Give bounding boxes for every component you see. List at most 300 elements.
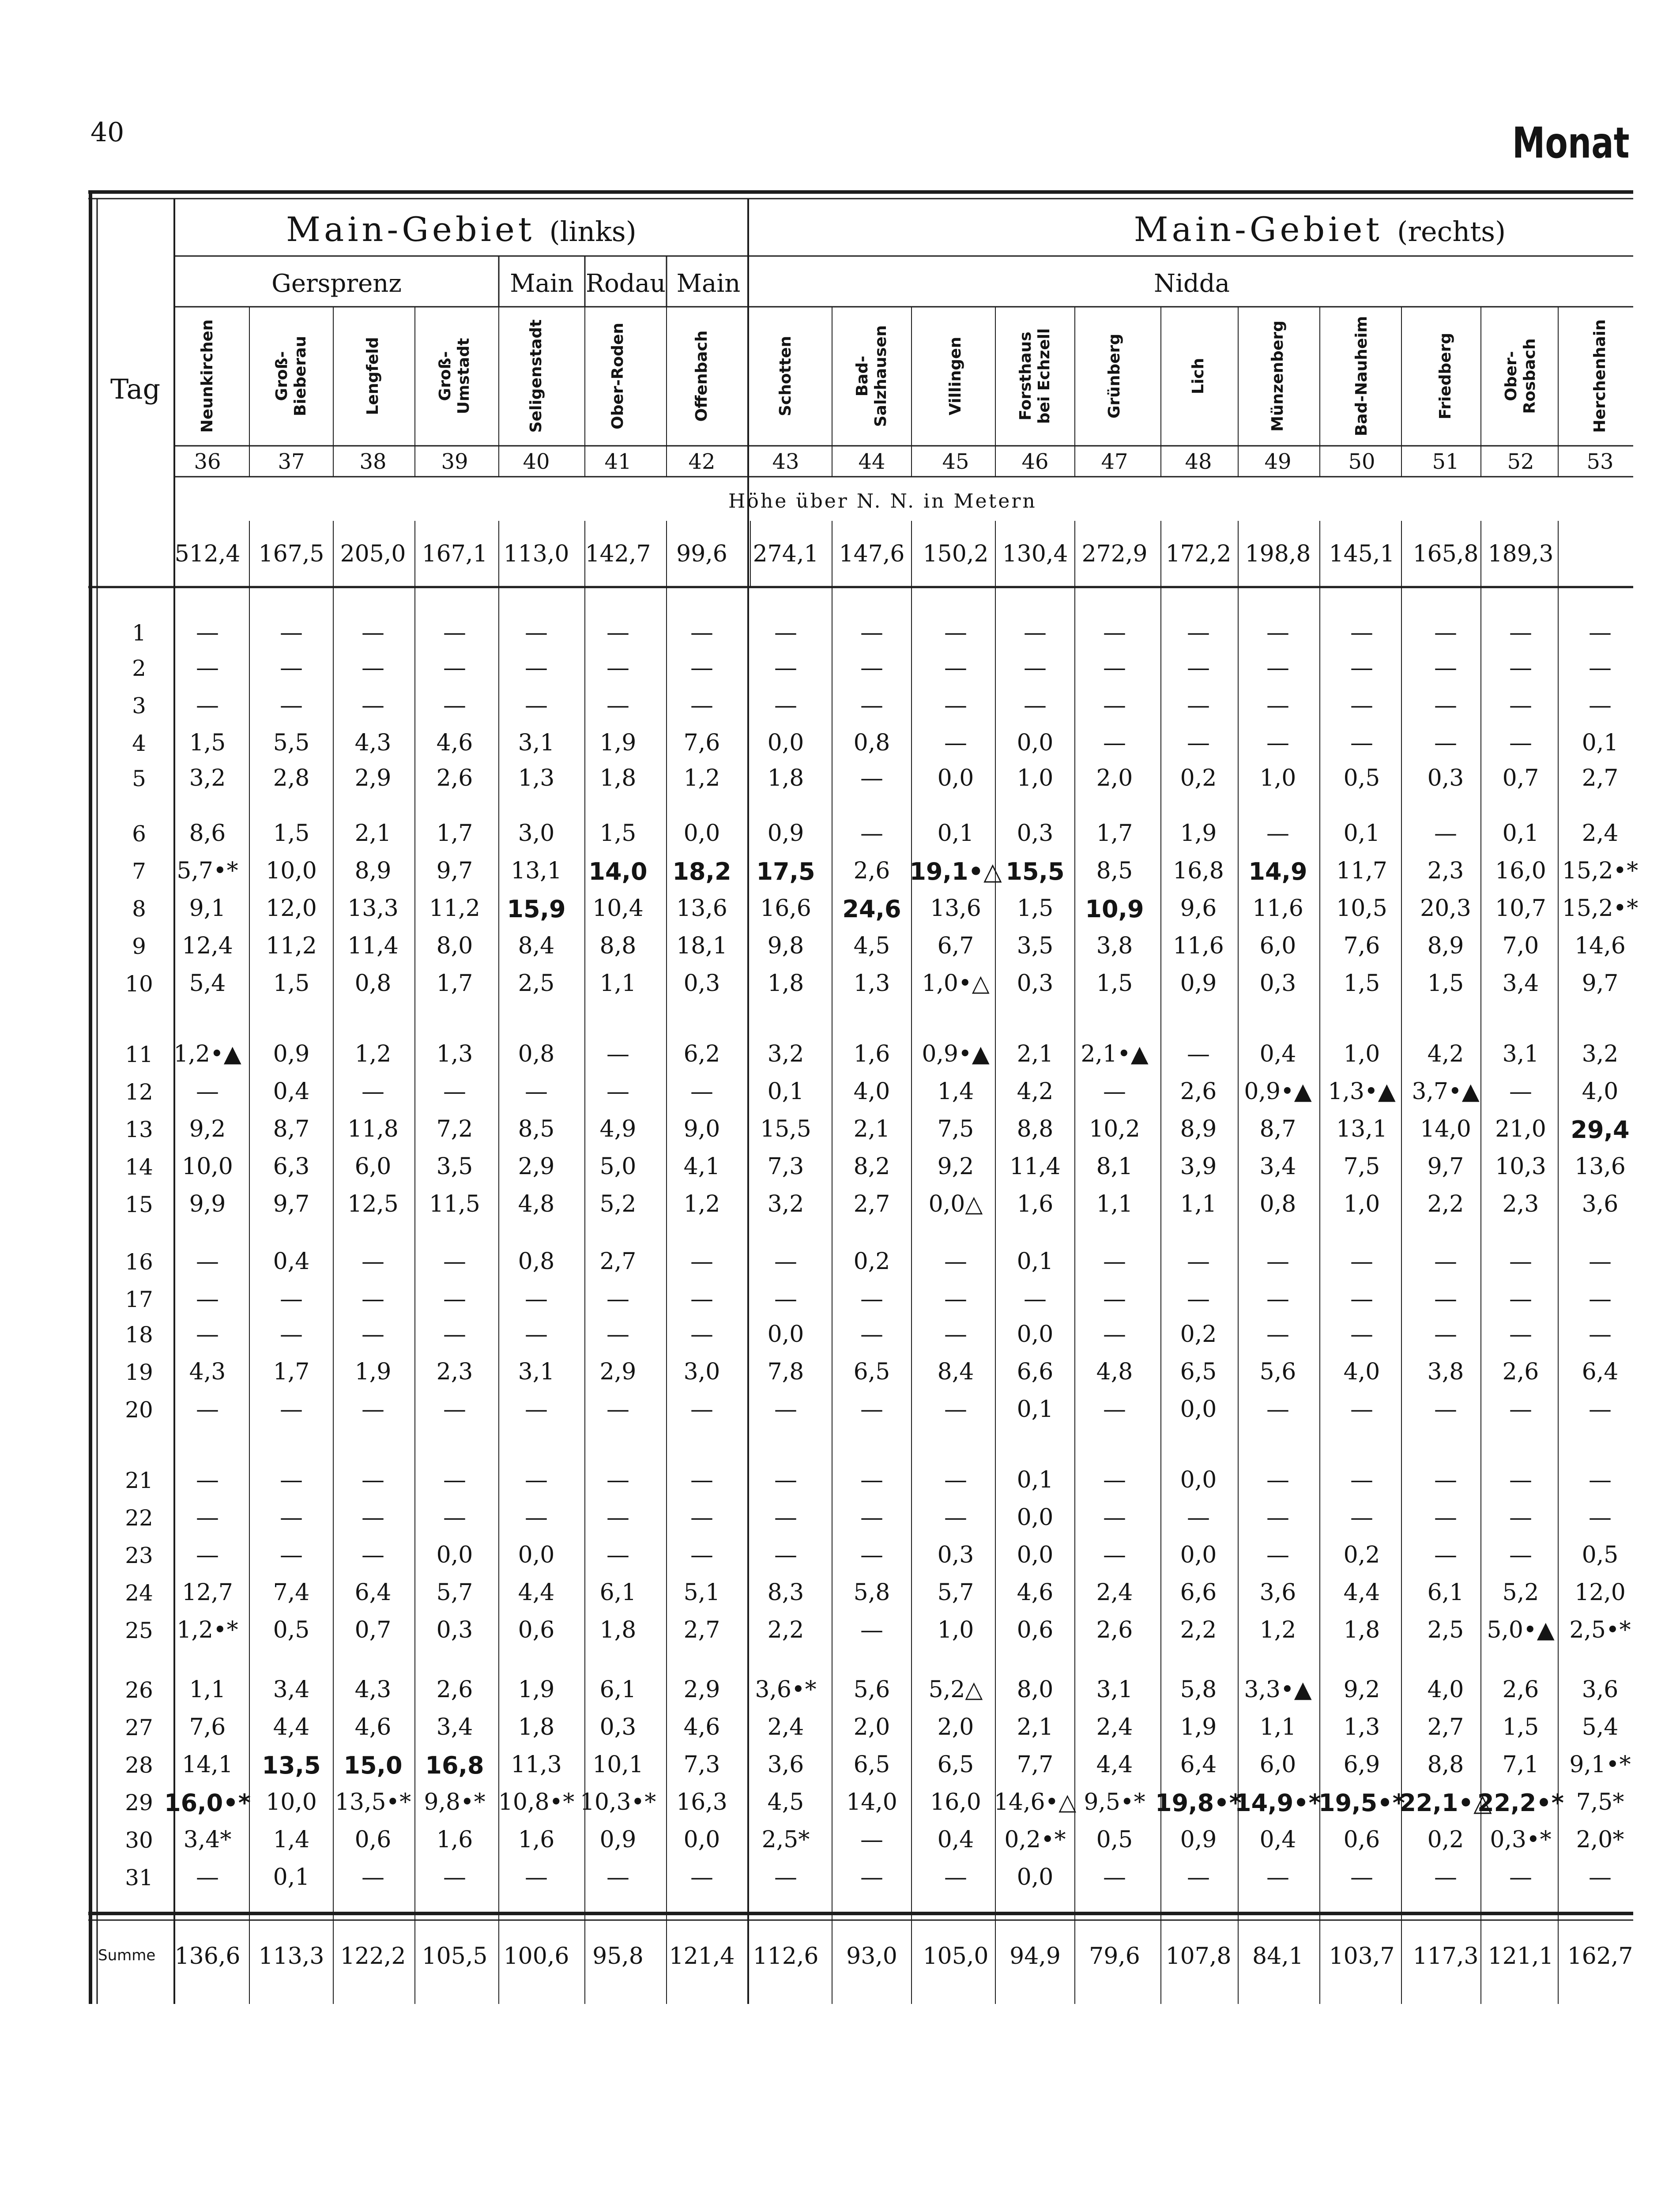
table-cell: —	[1103, 1542, 1126, 1568]
table-cell: 2,9	[354, 765, 392, 791]
table-cell: —	[860, 1827, 883, 1853]
table-cell: 2,8	[273, 765, 310, 791]
table-cell: 0,2	[853, 1248, 890, 1275]
group-side-label: (rechts)	[1397, 215, 1506, 248]
table-cell: —	[860, 765, 883, 791]
table-cell: —	[1187, 1286, 1210, 1312]
table-cell: 3,8	[1096, 933, 1133, 959]
table-cell: 8,5	[1096, 858, 1133, 884]
table-cell: 4,6	[683, 1714, 720, 1740]
table-cell: —	[860, 1467, 883, 1493]
table-cell: 29,4	[1571, 1116, 1630, 1144]
table-cell: 2,6	[1502, 1676, 1539, 1703]
table-cell: —	[860, 1864, 883, 1891]
station-number: 43	[772, 449, 799, 474]
table-cell: 2,0	[1096, 765, 1133, 791]
table-cell: —	[944, 1467, 967, 1493]
table-cell: —	[1266, 692, 1289, 719]
table-cell: 7,7	[1017, 1751, 1054, 1778]
table-cell: —	[606, 1396, 629, 1423]
table-cell: 0,0△	[928, 1191, 983, 1217]
table-cell: 2,3	[1427, 858, 1464, 884]
day-label: 14	[125, 1154, 153, 1180]
table-cell: 0,1	[1343, 820, 1380, 847]
table-cell: 2,7	[1582, 765, 1619, 791]
table-cell: 1,2•▲	[173, 1041, 241, 1067]
table-cell: 13,5	[262, 1751, 321, 1779]
table-cell: 8,9	[354, 858, 392, 884]
table-cell: 2,1	[853, 1116, 890, 1142]
table-cell: —	[690, 1467, 713, 1493]
table-cell: —	[362, 1286, 384, 1312]
table-cell: 0,9•▲	[922, 1041, 990, 1067]
table-cell: 9,7	[1427, 1153, 1464, 1180]
table-cell: 2,4	[1096, 1714, 1133, 1740]
station-name: Seligenstadt	[527, 319, 545, 433]
table-cell: 2,6	[1502, 1359, 1539, 1385]
table-cell: —	[1350, 1321, 1373, 1348]
table-cell: 1,5	[1502, 1714, 1539, 1740]
day-label: 17	[125, 1287, 153, 1312]
station-elevation: 165,8	[1413, 541, 1479, 567]
day-label: 11	[125, 1042, 153, 1067]
table-cell: 2,3	[1502, 1191, 1539, 1217]
table-cell: —	[1266, 655, 1289, 681]
table-cell: 1,7	[273, 1359, 310, 1385]
table-cell: —	[525, 1467, 548, 1493]
table-cell: —	[774, 1542, 797, 1568]
table-cell: —	[1024, 619, 1047, 646]
table-cell: 0,2	[1180, 765, 1217, 791]
table-cell: 0,0	[683, 820, 720, 847]
table-cell: 0,5	[1343, 765, 1380, 791]
table-cell: —	[362, 1864, 384, 1891]
table-cell: 20,3	[1420, 895, 1471, 922]
table-cell: 2,2	[767, 1617, 804, 1643]
table-cell: 2,7	[1427, 1714, 1464, 1740]
table-cell: 19,1•△	[909, 858, 1002, 885]
table-cell: —	[1509, 619, 1532, 646]
table-cell: —	[774, 655, 797, 681]
table-cell: —	[196, 1542, 219, 1568]
table-cell: —	[1266, 1396, 1289, 1423]
table-cell: —	[1266, 619, 1289, 646]
river-label: Main	[676, 269, 741, 298]
table-cell: 1,0	[937, 1617, 974, 1643]
table-cell: 5,2	[1502, 1579, 1539, 1606]
day-label: 16	[125, 1249, 153, 1275]
table-cell: 1,8	[767, 970, 804, 997]
table-cell: —	[196, 619, 219, 646]
table-cell: 15,2•*	[1562, 858, 1639, 884]
table-cell: —	[606, 1041, 629, 1067]
table-cell: 8,0	[436, 933, 473, 959]
table-cell: 1,9	[599, 730, 637, 756]
table-cell: 8,2	[853, 1153, 890, 1180]
table-cell: 1,5	[599, 820, 637, 847]
table-cell: 16,8	[425, 1751, 484, 1779]
table-cell: 6,5	[853, 1359, 890, 1385]
table-cell: 0,1	[1582, 730, 1619, 756]
table-cell: 10,3•*	[580, 1789, 656, 1815]
day-label: 31	[125, 1865, 153, 1891]
table-cell: 4,0	[853, 1078, 890, 1105]
table-cell: 2,9	[683, 1676, 720, 1703]
table-cell: 9,8	[767, 933, 804, 959]
table-cell: 1,0	[1343, 1041, 1380, 1067]
table-cell: 0,0	[1180, 1542, 1217, 1568]
table-cell: —	[1434, 619, 1457, 646]
table-cell: 1,6	[1017, 1191, 1054, 1217]
station-elevation: 274,1	[753, 541, 819, 567]
table-cell: —	[196, 1864, 219, 1891]
table-cell: 11,8	[347, 1116, 399, 1142]
table-cell: 0,0	[1017, 730, 1054, 756]
table-cell: 1,1	[1180, 1191, 1217, 1217]
table-cell: —	[1589, 1864, 1612, 1891]
table-cell: 0,2•*	[1004, 1827, 1066, 1853]
table-cell: —	[1266, 1286, 1289, 1312]
table-cell: 8,7	[273, 1116, 310, 1142]
table-cell: 0,5	[1096, 1827, 1133, 1853]
table-cell: 2,5•*	[1569, 1617, 1631, 1643]
station-name: Ober-Roden	[609, 323, 627, 429]
table-cell: 7,6	[1343, 933, 1380, 959]
table-cell: 0,0	[1017, 1864, 1054, 1891]
table-cell: 0,8	[853, 730, 890, 756]
day-label: 21	[125, 1468, 153, 1493]
table-cell: 4,8	[518, 1191, 555, 1217]
table-cell: 3,7•▲	[1412, 1078, 1480, 1105]
table-cell: 0,4	[1259, 1041, 1296, 1067]
sum-cell: 95,8	[592, 1943, 644, 1970]
table-cell: 1,7	[436, 820, 473, 847]
table-cell: 4,4	[1096, 1751, 1133, 1778]
table-cell: 13,1	[511, 858, 562, 884]
table-cell: —	[1434, 1248, 1457, 1275]
table-cell: —	[1509, 1864, 1532, 1891]
table-cell: —	[525, 1321, 548, 1348]
table-cell: —	[1350, 730, 1373, 756]
table-cell: —	[606, 1321, 629, 1348]
table-cell: 17,5	[756, 858, 815, 885]
station-name: Lengfeld	[364, 337, 382, 415]
table-cell: 1,2	[1259, 1617, 1296, 1643]
table-cell: 3,6•*	[755, 1676, 817, 1703]
station-name: Groß- Bieberau	[273, 335, 309, 417]
sum-cell: 100,6	[503, 1943, 569, 1970]
table-cell: 5,1	[683, 1579, 720, 1606]
table-cell: 3,4*	[183, 1827, 232, 1853]
table-cell: 2,1	[1017, 1714, 1054, 1740]
table-cell: —	[1509, 1504, 1532, 1531]
river-label: Main	[510, 269, 574, 298]
table-cell: 14,9	[1248, 858, 1307, 885]
table-cell: 0,3	[599, 1714, 637, 1740]
table-cell: 0,4	[937, 1827, 974, 1853]
table-cell: 19,8•*	[1155, 1789, 1242, 1817]
table-cell: 7,1	[1502, 1751, 1539, 1778]
table-cell: 1,7	[436, 970, 473, 997]
table-cell: 5,8	[1180, 1676, 1217, 1703]
table-cell: 0,1	[273, 1864, 310, 1891]
station-elevation: 130,4	[1002, 541, 1068, 567]
table-cell: 1,4	[937, 1078, 974, 1105]
table-cell: 21,0	[1495, 1116, 1546, 1142]
table-cell: —	[196, 1467, 219, 1493]
table-cell: 16,0	[930, 1789, 981, 1815]
table-cell: 11,2	[429, 895, 480, 922]
table-cell: —	[1434, 1396, 1457, 1423]
table-cell: 4,2	[1017, 1078, 1054, 1105]
table-cell: —	[1434, 1321, 1457, 1348]
table-cell: —	[1434, 692, 1457, 719]
table-cell: 6,4	[1180, 1751, 1217, 1778]
table-cell: 0,3	[1259, 970, 1296, 997]
table-cell: —	[860, 1504, 883, 1531]
station-number: 40	[523, 449, 550, 474]
table-cell: 4,9	[599, 1116, 637, 1142]
table-cell: 11,5	[429, 1191, 480, 1217]
table-cell: 2,6	[1180, 1078, 1217, 1105]
table-cell: 1,5	[273, 970, 310, 997]
table-cell: 0,2	[1180, 1321, 1217, 1348]
group-title-text: Main-Gebiet	[286, 210, 550, 249]
table-cell: 2,6	[436, 1676, 473, 1703]
table-cell: —	[196, 692, 219, 719]
table-cell: 1,5	[1343, 970, 1380, 997]
station-elevation: 198,8	[1245, 541, 1311, 567]
table-cell: 10,0	[266, 1789, 317, 1815]
table-cell: 5,6	[1259, 1359, 1296, 1385]
table-cell: 1,9	[354, 1359, 392, 1385]
table-cell: 1,3	[1343, 1714, 1380, 1740]
table-cell: —	[196, 1321, 219, 1348]
table-cell: 7,6	[683, 730, 720, 756]
table-cell: —	[774, 1396, 797, 1423]
table-cell: 3,6	[1582, 1676, 1619, 1703]
table-cell: 3,4	[1502, 970, 1539, 997]
table-cell: 12,0	[1575, 1579, 1626, 1606]
table-cell: 9,2	[937, 1153, 974, 1180]
table-cell: 3,5	[436, 1153, 473, 1180]
table-cell: —	[1589, 655, 1612, 681]
table-cell: —	[690, 619, 713, 646]
table-cell: 15,0	[343, 1751, 403, 1779]
station-number: 45	[942, 449, 969, 474]
table-cell: 7,2	[436, 1116, 473, 1142]
table-cell: 14,9•*	[1235, 1789, 1321, 1817]
table-cell: 6,1	[599, 1579, 637, 1606]
table-cell: 4,3	[354, 730, 392, 756]
table-cell: 6,1	[1427, 1579, 1464, 1606]
table-cell: —	[280, 619, 303, 646]
table-cell: 6,7	[937, 933, 974, 959]
day-label: 30	[125, 1827, 153, 1853]
table-cell: —	[860, 1396, 883, 1423]
table-cell: —	[690, 655, 713, 681]
table-cell: —	[1266, 1321, 1289, 1348]
station-number: 52	[1507, 449, 1534, 474]
table-cell: 8,3	[767, 1579, 804, 1606]
table-cell: 9,2	[189, 1116, 226, 1142]
table-cell: —	[525, 1864, 548, 1891]
table-cell: —	[774, 1248, 797, 1275]
table-cell: —	[606, 1078, 629, 1105]
table-cell: 10,3	[1495, 1153, 1546, 1180]
table-cell: —	[1434, 655, 1457, 681]
table-cell: 5,7•*	[177, 858, 238, 884]
table-cell: 9,1•*	[1569, 1751, 1631, 1778]
table-cell: 1,5	[273, 820, 310, 847]
table-cell: 11,2	[266, 933, 317, 959]
table-cell: 0,6	[1017, 1617, 1054, 1643]
table-cell: 1,6	[436, 1827, 473, 1853]
station-number: 36	[194, 449, 221, 474]
sum-cell: 105,5	[422, 1943, 488, 1970]
table-cell: 5,7	[436, 1579, 473, 1606]
table-cell: 0,0	[1180, 1467, 1217, 1493]
day-label: 4	[132, 731, 146, 756]
table-cell: 13,3	[347, 895, 399, 922]
station-elevation: 189,3	[1488, 541, 1554, 567]
table-cell: —	[280, 1467, 303, 1493]
table-cell: —	[1589, 692, 1612, 719]
table-cell: —	[1509, 1467, 1532, 1493]
table-cell: 3,4	[1259, 1153, 1296, 1180]
day-label: 18	[125, 1322, 153, 1348]
table-cell: —	[362, 1467, 384, 1493]
table-cell: —	[362, 692, 384, 719]
day-label: 20	[125, 1397, 153, 1423]
table-cell: —	[443, 1396, 466, 1423]
table-cell: 9,1	[189, 895, 226, 922]
table-cell: —	[525, 1396, 548, 1423]
table-cell: —	[944, 619, 967, 646]
table-cell: —	[860, 1321, 883, 1348]
table-cell: —	[1266, 1864, 1289, 1891]
table-cell: 10,0	[266, 858, 317, 884]
table-cell: 1,6	[518, 1827, 555, 1853]
table-cell: 13,1	[1336, 1116, 1387, 1142]
station-elevation: 512,4	[174, 541, 241, 567]
table-cell: —	[443, 655, 466, 681]
table-cell: 4,6	[436, 730, 473, 756]
table-cell: —	[1103, 655, 1126, 681]
station-name: Friedberg	[1436, 332, 1454, 420]
table-cell: —	[1434, 1286, 1457, 1312]
table-cell: —	[1103, 1248, 1126, 1275]
table-cell: —	[196, 1286, 219, 1312]
station-elevation: 167,5	[258, 541, 324, 567]
table-cell: —	[443, 1286, 466, 1312]
table-cell: 15,5	[760, 1116, 811, 1142]
table-cell: —	[1589, 619, 1612, 646]
table-cell: 5,4	[189, 970, 226, 997]
station-number: 51	[1432, 449, 1459, 474]
group-side-label: (links)	[549, 215, 637, 248]
table-cell: 22,1•△	[1399, 1789, 1492, 1817]
table-cell: 16,0	[1495, 858, 1546, 884]
table-cell: —	[1589, 1467, 1612, 1493]
sum-cell: 117,3	[1413, 1943, 1479, 1970]
table-cell: —	[1103, 1864, 1126, 1891]
table-cell: —	[1103, 1467, 1126, 1493]
station-number: 53	[1586, 449, 1614, 474]
table-cell: 10,0	[182, 1153, 233, 1180]
table-cell: —	[196, 1078, 219, 1105]
table-cell: 8,9	[1180, 1116, 1217, 1142]
table-cell: 0,9	[1180, 1827, 1217, 1853]
table-cell: 2,6	[1096, 1617, 1133, 1643]
table-cell: —	[690, 1864, 713, 1891]
table-cell: 0,3	[1427, 765, 1464, 791]
table-cell: 3,8	[1427, 1359, 1464, 1385]
table-cell: 0,9	[599, 1827, 637, 1853]
table-cell: —	[944, 1504, 967, 1531]
table-cell: 16,3	[676, 1789, 727, 1815]
table-cell: —	[1187, 1248, 1210, 1275]
sum-cell: 122,2	[340, 1943, 406, 1970]
table-cell: —	[606, 619, 629, 646]
table-cell: —	[1187, 730, 1210, 756]
station-name: Villingen	[946, 336, 964, 416]
table-cell: 1,3	[436, 1041, 473, 1067]
table-cell: —	[1350, 692, 1373, 719]
table-cell: 2,0	[853, 1714, 890, 1740]
table-cell: —	[860, 619, 883, 646]
station-elevation: 167,1	[422, 541, 488, 567]
station-elevation: 272,9	[1081, 541, 1148, 567]
station-elevation: 147,6	[839, 541, 905, 567]
sum-cell: 79,6	[1089, 1943, 1140, 1970]
table-cell: 9,9	[189, 1191, 226, 1217]
table-cell: —	[690, 1078, 713, 1105]
table-cell: 0,0	[436, 1542, 473, 1568]
table-cell: 8,8	[1017, 1116, 1054, 1142]
table-cell: 3,1	[518, 1359, 555, 1385]
table-cell: 8,4	[518, 933, 555, 959]
table-cell: 0,2	[1343, 1542, 1380, 1568]
table-cell: —	[443, 1864, 466, 1891]
table-cell: 2,0*	[1576, 1827, 1624, 1853]
table-cell: —	[1350, 1396, 1373, 1423]
station-name: Ober- Rosbach	[1502, 338, 1539, 414]
table-cell: 3,2	[189, 765, 226, 791]
table-cell: 1,0•△	[922, 970, 990, 997]
table-cell: —	[606, 692, 629, 719]
table-cell: 16,0•*	[164, 1789, 251, 1817]
main-gebiet-links-title	[152, 210, 770, 249]
table-cell: —	[774, 619, 797, 646]
table-cell: 1,1	[1259, 1714, 1296, 1740]
table-cell: —	[774, 1467, 797, 1493]
table-cell: 3,6	[1259, 1579, 1296, 1606]
station-elevation: 99,6	[676, 541, 727, 567]
table-cell: 13,6	[676, 895, 727, 922]
table-cell: 6,0	[354, 1153, 392, 1180]
table-cell: 5,2△	[928, 1676, 983, 1703]
table-cell: 0,9•▲	[1244, 1078, 1312, 1105]
table-cell: 8,0	[1017, 1676, 1054, 1703]
station-name: Bad-Nauheim	[1352, 316, 1371, 437]
table-cell: 11,7	[1336, 858, 1387, 884]
table-cell: 9,7	[273, 1191, 310, 1217]
table-cell: 0,1	[1502, 820, 1539, 847]
table-cell: 3,5	[1017, 933, 1054, 959]
table-cell: —	[944, 1864, 967, 1891]
table-cell: 1,2	[683, 1191, 720, 1217]
